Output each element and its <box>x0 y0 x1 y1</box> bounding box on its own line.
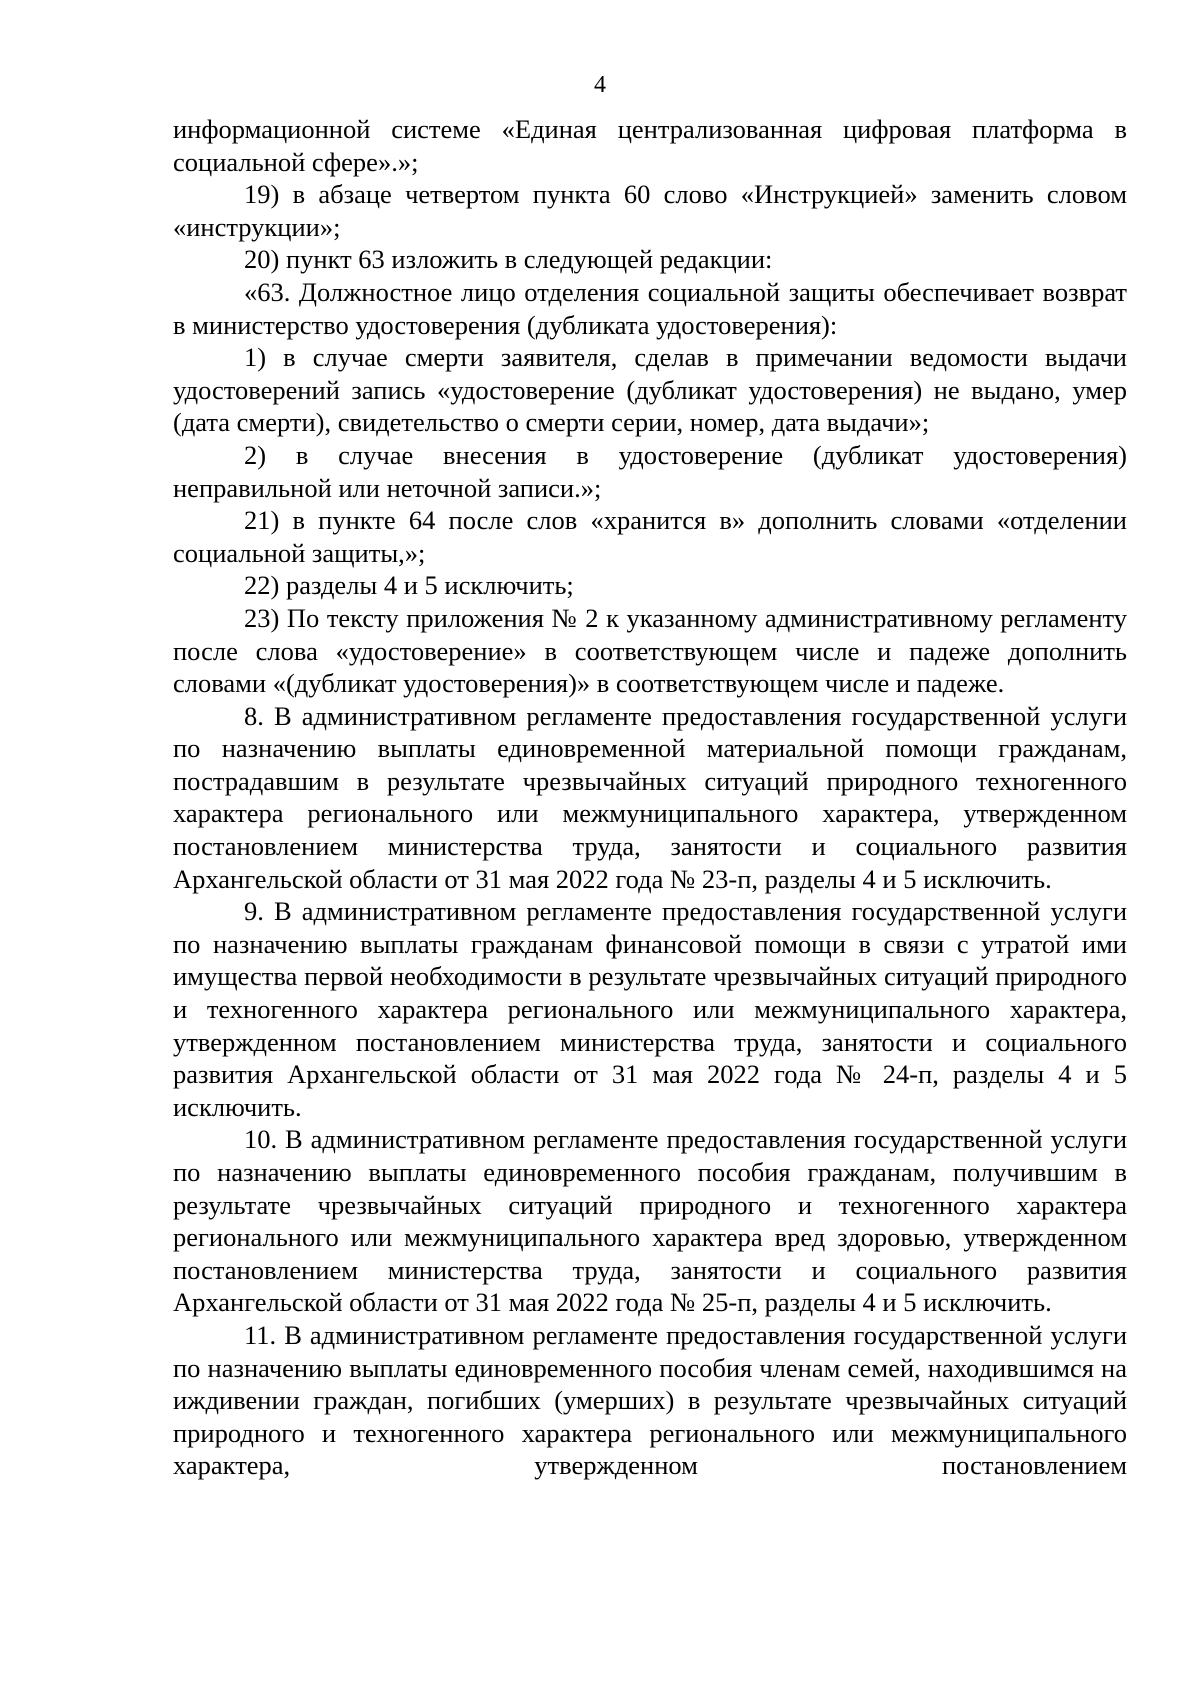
paragraph-item-21: 21) в пункте 64 после слов «хранится в» дополнить словами «отделении социальной защиты,»; <box>173 505 1127 568</box>
paragraph-section-10: 10. В административном регламенте предоставления государственной услуги по назначению выплаты единовременного пособия гражданам, получившим в результате чрезвычайных ситуаций природного и техногенного характера регионального или межмуниципального характера вред здоровью, утвержденном постановлением министерства труда, занятости и социального развития Архангельской области от 31 мая 2022 года № 25-п, разделы 4 и 5 исключить. <box>173 1124 1127 1318</box>
document-body <box>173 113 1127 1482</box>
paragraph-section-8: 8. В административном регламенте предоставления государственной услуги по назначению выплаты единовременной материальной помощи гражданам, пострадавшим в результате чрезвычайных ситуаций природного техногенного характера регионального или межмуниципального характера, утвержденном постановлением министерства труда, занятости и социального развития Архангельской области от 31 мая 2022 года № 23-п, разделы 4 и 5 исключить. <box>173 700 1127 894</box>
paragraph-section-9: 9. В административном регламенте предоставления государственной услуги по назначению выплаты гражданам финансовой помощи в связи с утратой ими имущества первой необходимости в результате чрезвычайных ситуаций природного и техногенного характера регионального или межмуниципального характера, утвержденном постановлением министерства труда, занятости и социального развития Архангельской области от 31 мая 2022 года № 24-п, разделы 4 и 5 исключить. <box>173 896 1127 1122</box>
paragraph-item-63: «63. Должностное лицо отделения социальной защиты обеспечивает возврат в министерство удостоверения (дубликата удостоверения): <box>173 276 1127 340</box>
paragraph-continuation: информационной системе «Единая централизованная цифровая платформа в социальной сфере».»; <box>173 114 1127 177</box>
page-number: 4 <box>594 72 606 98</box>
paragraph-subitem-2: 2) в случае внесения в удостоверение (дубликат удостоверения) неправильной или неточной записи.»; <box>173 439 1127 503</box>
paragraph-item-19: 19) в абзаце четвертом пункта 60 слово «Инструкцией» заменить словом «инструкции»; <box>173 179 1127 242</box>
paragraph-item-20: 20) пункт 63 изложить в следующей редакции: <box>244 244 773 275</box>
paragraph-item-22: 22) разделы 4 и 5 исключить; <box>244 570 574 601</box>
paragraph-item-23: 23) По тексту приложения № 2 к указанному административному регламенту после слова «удостоверение» в соответствующем числе и падеже дополнить словами «(дубликат удостоверения)» в соответствующем числе и падеже. <box>173 602 1127 699</box>
paragraph-subitem-1: 1) в случае смерти заявителя, сделав в примечании ведомости выдачи удостоверений запись «удостоверение (дубликат удостоверения) не выдано, умер (дата смерти), свидетельство о смерти серии, номер, дата выдачи»; <box>173 342 1127 438</box>
paragraph-section-11: 11. В административном регламенте предоставления государственной услуги по назначению выплаты единовременного пособия членам семей, находившимся на иждивении граждан, погибших (умерших) в результате чрезвычайных ситуаций природного и техногенного характера регионального или межмуниципального характера, утвержденном постановлением <box>173 1319 1127 1481</box>
